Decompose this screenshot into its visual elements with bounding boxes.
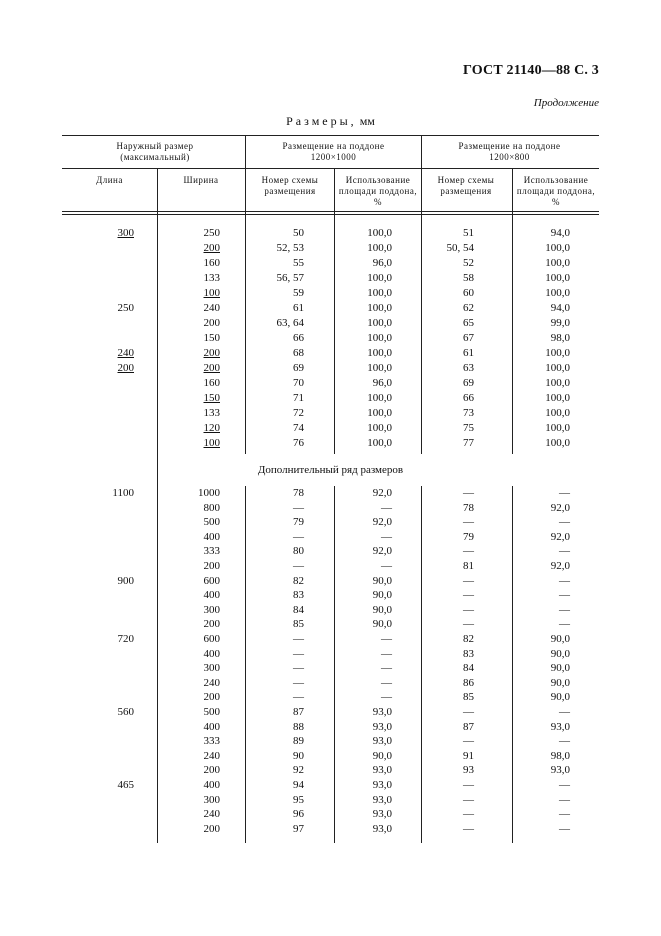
cell-scheme-2: — — [463, 779, 474, 791]
cell-length — [100, 603, 134, 617]
cell-usage-2: — — [559, 516, 570, 529]
cell-usage-1: 90,0 — [372, 603, 392, 616]
cell-scheme-1: 71 — [293, 392, 304, 404]
cell-usage-2: 90,0 — [550, 633, 570, 645]
cell-length: 465 — [117, 779, 134, 791]
cell-usage-1: 93,0 — [372, 764, 392, 777]
cell-usage-1: 100,0 — [367, 302, 392, 314]
cell-length: 560 — [117, 706, 134, 718]
cell-width: 400 — [203, 530, 220, 543]
continuation-label: Продолжение — [533, 97, 599, 109]
cell-usage-2: 92,0 — [550, 501, 570, 514]
cell-usage-1: — — [381, 501, 392, 514]
cell-width: 133 — [203, 272, 220, 284]
cell-width: 150 — [203, 392, 220, 404]
cell-scheme-2: — — [463, 589, 474, 602]
cell-scheme-2: — — [463, 618, 474, 631]
cell-scheme-1: 70 — [293, 377, 304, 389]
cell-width: 240 — [203, 302, 220, 314]
cell-width: 100 — [203, 287, 220, 299]
cell-length — [100, 763, 134, 777]
cell-scheme-2: — — [463, 822, 474, 835]
cell-scheme-2: 79 — [463, 530, 474, 543]
cell-width: 300 — [203, 662, 220, 675]
cell-usage-1: 100,0 — [367, 332, 392, 344]
cell-width: 400 — [203, 779, 220, 791]
cell-usage-2: 92,0 — [550, 530, 570, 543]
cell-usage-1: 93,0 — [372, 822, 392, 835]
cell-width: 200 — [203, 822, 220, 835]
cell-length: 300 — [117, 227, 134, 239]
cell-scheme-2: 91 — [463, 749, 474, 762]
cell-scheme-2: — — [463, 793, 474, 806]
cell-length — [100, 421, 134, 435]
cell-scheme-2: 77 — [463, 437, 474, 449]
caption-unit: мм — [359, 114, 375, 128]
column-divider — [512, 168, 513, 454]
cell-usage-2: 100,0 — [545, 257, 570, 269]
column-divider — [421, 486, 422, 843]
cell-usage-2: 100,0 — [545, 392, 570, 404]
cell-scheme-1: 76 — [293, 437, 304, 449]
header-width: Ширина — [183, 175, 219, 185]
cell-scheme-1: 59 — [293, 287, 304, 299]
cell-scheme-1: 78 — [293, 487, 304, 499]
cell-scheme-1: 82 — [293, 574, 304, 587]
cell-scheme-2: — — [463, 545, 474, 558]
cell-length: 240 — [117, 347, 134, 359]
cell-scheme-2: 51 — [463, 227, 474, 239]
cell-width: 500 — [203, 706, 220, 718]
cell-scheme-1: 95 — [293, 793, 304, 806]
cell-width: 150 — [203, 332, 220, 344]
cell-length — [100, 661, 134, 675]
cell-length — [100, 241, 134, 255]
cell-usage-2: 98,0 — [550, 749, 570, 762]
cell-width: 100 — [203, 437, 220, 449]
cell-usage-2: 99,0 — [550, 317, 570, 329]
header-scheme-2: Номер схемы размещения — [437, 175, 495, 196]
cell-scheme-1: 92 — [293, 764, 304, 777]
cell-scheme-2: 84 — [463, 662, 474, 675]
cell-scheme-1: 84 — [293, 603, 304, 616]
cell-scheme-1: 88 — [293, 720, 304, 733]
cell-scheme-2: 60 — [463, 287, 474, 299]
cell-scheme-2: 61 — [463, 347, 474, 359]
cell-usage-1: 100,0 — [367, 437, 392, 449]
cell-usage-2: 100,0 — [545, 407, 570, 419]
cell-width: 400 — [203, 589, 220, 602]
header-bottom-border-2 — [62, 214, 599, 215]
cell-scheme-2: 87 — [463, 720, 474, 733]
cell-width: 240 — [203, 808, 220, 821]
cell-usage-2: 90,0 — [550, 647, 570, 660]
cell-usage-1: 100,0 — [367, 242, 392, 254]
cell-scheme-2: 83 — [463, 647, 474, 660]
cell-scheme-2: 58 — [463, 272, 474, 284]
cell-length — [100, 286, 134, 300]
cell-scheme-1: — — [293, 560, 304, 572]
cell-scheme-1: 61 — [293, 302, 304, 314]
cell-length — [100, 807, 134, 821]
cell-usage-2: 100,0 — [545, 377, 570, 389]
cell-usage-1: 90,0 — [372, 618, 392, 631]
cell-usage-1: 93,0 — [372, 793, 392, 806]
cell-usage-2: 100,0 — [545, 437, 570, 449]
cell-usage-1: 90,0 — [372, 574, 392, 587]
cell-usage-2: 100,0 — [545, 362, 570, 374]
cell-scheme-2: 93 — [463, 764, 474, 777]
cell-length — [100, 436, 134, 450]
cell-usage-1: 90,0 — [372, 749, 392, 762]
cell-length — [100, 822, 134, 836]
cell-usage-1: — — [381, 662, 392, 675]
cell-length — [100, 256, 134, 270]
cell-length — [100, 391, 134, 405]
cell-scheme-2: 62 — [463, 302, 474, 314]
cell-width: 1000 — [198, 487, 220, 499]
cell-usage-2: — — [559, 589, 570, 602]
cell-width: 240 — [203, 676, 220, 689]
cell-usage-2: 100,0 — [545, 422, 570, 434]
cell-length — [100, 676, 134, 690]
cell-width: 400 — [203, 647, 220, 660]
cell-usage-1: 100,0 — [367, 407, 392, 419]
cell-scheme-2: 65 — [463, 317, 474, 329]
cell-length — [100, 588, 134, 602]
cell-usage-1: 100,0 — [367, 287, 392, 299]
cell-usage-2: 98,0 — [550, 332, 570, 344]
cell-usage-2: — — [559, 793, 570, 806]
cell-usage-1: 93,0 — [372, 808, 392, 821]
caption-word: Размеры, — [286, 114, 357, 128]
cell-length: 1100 — [112, 487, 134, 499]
cell-usage-1: 93,0 — [372, 720, 392, 733]
cell-scheme-1: — — [293, 676, 304, 689]
cell-length — [100, 376, 134, 390]
cell-scheme-1: — — [293, 530, 304, 543]
cell-scheme-1: 56, 57 — [276, 272, 304, 284]
cell-usage-1: 100,0 — [367, 272, 392, 284]
cell-scheme-1: 63, 64 — [276, 317, 304, 329]
cell-scheme-1: 66 — [293, 332, 304, 344]
cell-usage-1: 93,0 — [372, 779, 392, 791]
cell-scheme-2: 63 — [463, 362, 474, 374]
cell-usage-1: — — [381, 691, 392, 704]
cell-usage-2: — — [559, 618, 570, 631]
cell-usage-1: 100,0 — [367, 227, 392, 239]
cell-usage-2: — — [559, 779, 570, 791]
cell-scheme-2: 67 — [463, 332, 474, 344]
cell-scheme-1: — — [293, 501, 304, 514]
cell-usage-2: — — [559, 574, 570, 587]
table-top-border — [62, 135, 599, 136]
cell-scheme-1: 55 — [293, 257, 304, 269]
cell-scheme-2: — — [463, 487, 474, 499]
cell-scheme-2: — — [463, 574, 474, 587]
cell-scheme-2: 85 — [463, 691, 474, 704]
cell-scheme-2: 52 — [463, 257, 474, 269]
cell-width: 300 — [203, 603, 220, 616]
cell-length — [100, 406, 134, 420]
cell-length — [100, 734, 134, 748]
column-divider — [157, 168, 158, 843]
cell-width: 240 — [203, 749, 220, 762]
cell-usage-2: — — [559, 603, 570, 616]
table-caption — [0, 114, 661, 129]
cell-scheme-2: 50, 54 — [446, 242, 474, 254]
cell-width: 200 — [203, 618, 220, 631]
cell-length — [100, 559, 134, 573]
cell-length — [100, 793, 134, 807]
cell-usage-1: 100,0 — [367, 362, 392, 374]
column-divider — [421, 135, 422, 454]
cell-usage-1: 93,0 — [372, 735, 392, 748]
cell-scheme-1: 50 — [293, 227, 304, 239]
cell-length — [100, 544, 134, 558]
cell-length — [100, 690, 134, 704]
cell-scheme-1: 94 — [293, 779, 304, 791]
cell-scheme-2: 81 — [463, 560, 474, 572]
cell-width: 333 — [203, 545, 220, 558]
header-usage-2: Использование площади поддона, % — [516, 175, 596, 207]
additional-section-title: Дополнительный ряд размеров — [257, 464, 404, 476]
cell-usage-2: 92,0 — [550, 560, 570, 572]
cell-usage-2: — — [559, 706, 570, 718]
cell-scheme-1: 96 — [293, 808, 304, 821]
cell-usage-2: — — [559, 808, 570, 821]
cell-width: 160 — [203, 377, 220, 389]
cell-usage-1: — — [381, 560, 392, 572]
cell-usage-2: 94,0 — [550, 302, 570, 314]
cell-width: 500 — [203, 516, 220, 529]
cell-width: 200 — [203, 560, 220, 572]
cell-scheme-1: 87 — [293, 706, 304, 718]
cell-length: 720 — [117, 633, 134, 645]
cell-length: 250 — [117, 302, 134, 314]
column-divider — [245, 135, 246, 454]
cell-usage-1: 100,0 — [367, 347, 392, 359]
cell-usage-2: — — [559, 487, 570, 499]
cell-usage-1: 100,0 — [367, 422, 392, 434]
cell-width: 200 — [203, 347, 220, 359]
column-divider — [245, 486, 246, 843]
cell-scheme-1: — — [293, 691, 304, 704]
header-bottom-border — [62, 211, 599, 212]
cell-usage-1: 93,0 — [372, 706, 392, 718]
cell-scheme-1: 52, 53 — [276, 242, 304, 254]
cell-scheme-2: 78 — [463, 501, 474, 514]
cell-length — [100, 515, 134, 529]
cell-scheme-1: 85 — [293, 618, 304, 631]
cell-usage-1: — — [381, 647, 392, 660]
cell-usage-1: 96,0 — [372, 377, 392, 389]
column-divider — [512, 486, 513, 843]
cell-scheme-1: 69 — [293, 362, 304, 374]
cell-usage-1: 92,0 — [372, 516, 392, 529]
cell-width: 300 — [203, 793, 220, 806]
header-usage-1: Использование площади поддона, % — [338, 175, 418, 207]
header-length: Длина — [96, 175, 123, 185]
cell-usage-2: — — [559, 735, 570, 748]
cell-scheme-1: 90 — [293, 749, 304, 762]
header-pallet-1200x800: Размещение на поддоне 1200×800 — [458, 141, 561, 162]
cell-scheme-1: 74 — [293, 422, 304, 434]
cell-width: 200 — [203, 362, 220, 374]
cell-length — [100, 617, 134, 631]
cell-usage-2: — — [559, 822, 570, 835]
cell-scheme-2: 75 — [463, 422, 474, 434]
cell-length: 200 — [117, 362, 134, 374]
cell-width: 600 — [203, 633, 220, 645]
cell-usage-1: — — [381, 530, 392, 543]
cell-scheme-1: 72 — [293, 407, 304, 419]
cell-usage-2: 100,0 — [545, 347, 570, 359]
cell-usage-1: — — [381, 633, 392, 645]
cell-width: 160 — [203, 257, 220, 269]
cell-usage-1: — — [381, 676, 392, 689]
cell-length — [100, 501, 134, 515]
cell-scheme-1: 68 — [293, 347, 304, 359]
cell-scheme-2: 73 — [463, 407, 474, 419]
cell-scheme-2: — — [463, 808, 474, 821]
cell-scheme-1: — — [293, 647, 304, 660]
cell-length — [100, 749, 134, 763]
header-pallet-1200x1000: Размещение на поддоне 1200×1000 — [282, 141, 385, 162]
cell-usage-2: 100,0 — [545, 287, 570, 299]
cell-scheme-2: 66 — [463, 392, 474, 404]
page-header: ГОСТ 21140—88 С. 3 — [462, 63, 599, 78]
cell-width: 400 — [203, 720, 220, 733]
cell-scheme-1: 89 — [293, 735, 304, 748]
header-scheme-1: Номер схемы размещения — [261, 175, 319, 196]
cell-usage-2: 90,0 — [550, 676, 570, 689]
cell-usage-2: 94,0 — [550, 227, 570, 239]
cell-width: 200 — [203, 691, 220, 704]
cell-scheme-1: 83 — [293, 589, 304, 602]
cell-usage-1: 90,0 — [372, 589, 392, 602]
cell-width: 250 — [203, 227, 220, 239]
cell-usage-1: 92,0 — [372, 545, 392, 558]
cell-usage-1: 100,0 — [367, 317, 392, 329]
cell-usage-1: 100,0 — [367, 392, 392, 404]
header-outer-size: Наружный размер (максимальный) — [116, 141, 194, 162]
cell-usage-2: 90,0 — [550, 691, 570, 704]
cell-length — [100, 647, 134, 661]
cell-scheme-1: 79 — [293, 516, 304, 529]
cell-width: 600 — [203, 574, 220, 587]
cell-usage-2: 93,0 — [550, 764, 570, 777]
group-header-divider — [62, 168, 599, 169]
column-divider — [334, 486, 335, 843]
cell-width: 800 — [203, 501, 220, 514]
cell-usage-1: 96,0 — [372, 257, 392, 269]
cell-length — [100, 271, 134, 285]
cell-usage-2: 100,0 — [545, 242, 570, 254]
cell-width: 333 — [203, 735, 220, 748]
cell-usage-2: 100,0 — [545, 272, 570, 284]
cell-length: 900 — [117, 574, 134, 587]
cell-scheme-2: 69 — [463, 377, 474, 389]
cell-usage-1: 92,0 — [372, 487, 392, 499]
cell-usage-2: 93,0 — [550, 720, 570, 733]
cell-usage-2: 90,0 — [550, 662, 570, 675]
cell-scheme-1: — — [293, 662, 304, 675]
cell-scheme-2: — — [463, 706, 474, 718]
cell-length — [100, 316, 134, 330]
column-divider — [334, 168, 335, 454]
cell-scheme-2: 82 — [463, 633, 474, 645]
cell-scheme-1: 80 — [293, 545, 304, 558]
cell-width: 200 — [203, 764, 220, 777]
cell-scheme-2: 86 — [463, 676, 474, 689]
cell-width: 133 — [203, 407, 220, 419]
cell-scheme-2: — — [463, 603, 474, 616]
cell-usage-2: — — [559, 545, 570, 558]
cell-scheme-2: — — [463, 735, 474, 748]
cell-width: 120 — [203, 422, 220, 434]
cell-length — [100, 331, 134, 345]
cell-width: 200 — [203, 242, 220, 254]
cell-scheme-1: 97 — [293, 822, 304, 835]
cell-width: 200 — [203, 317, 220, 329]
cell-scheme-2: — — [463, 516, 474, 529]
cell-scheme-1: — — [293, 633, 304, 645]
cell-length — [100, 720, 134, 734]
cell-length — [100, 530, 134, 544]
